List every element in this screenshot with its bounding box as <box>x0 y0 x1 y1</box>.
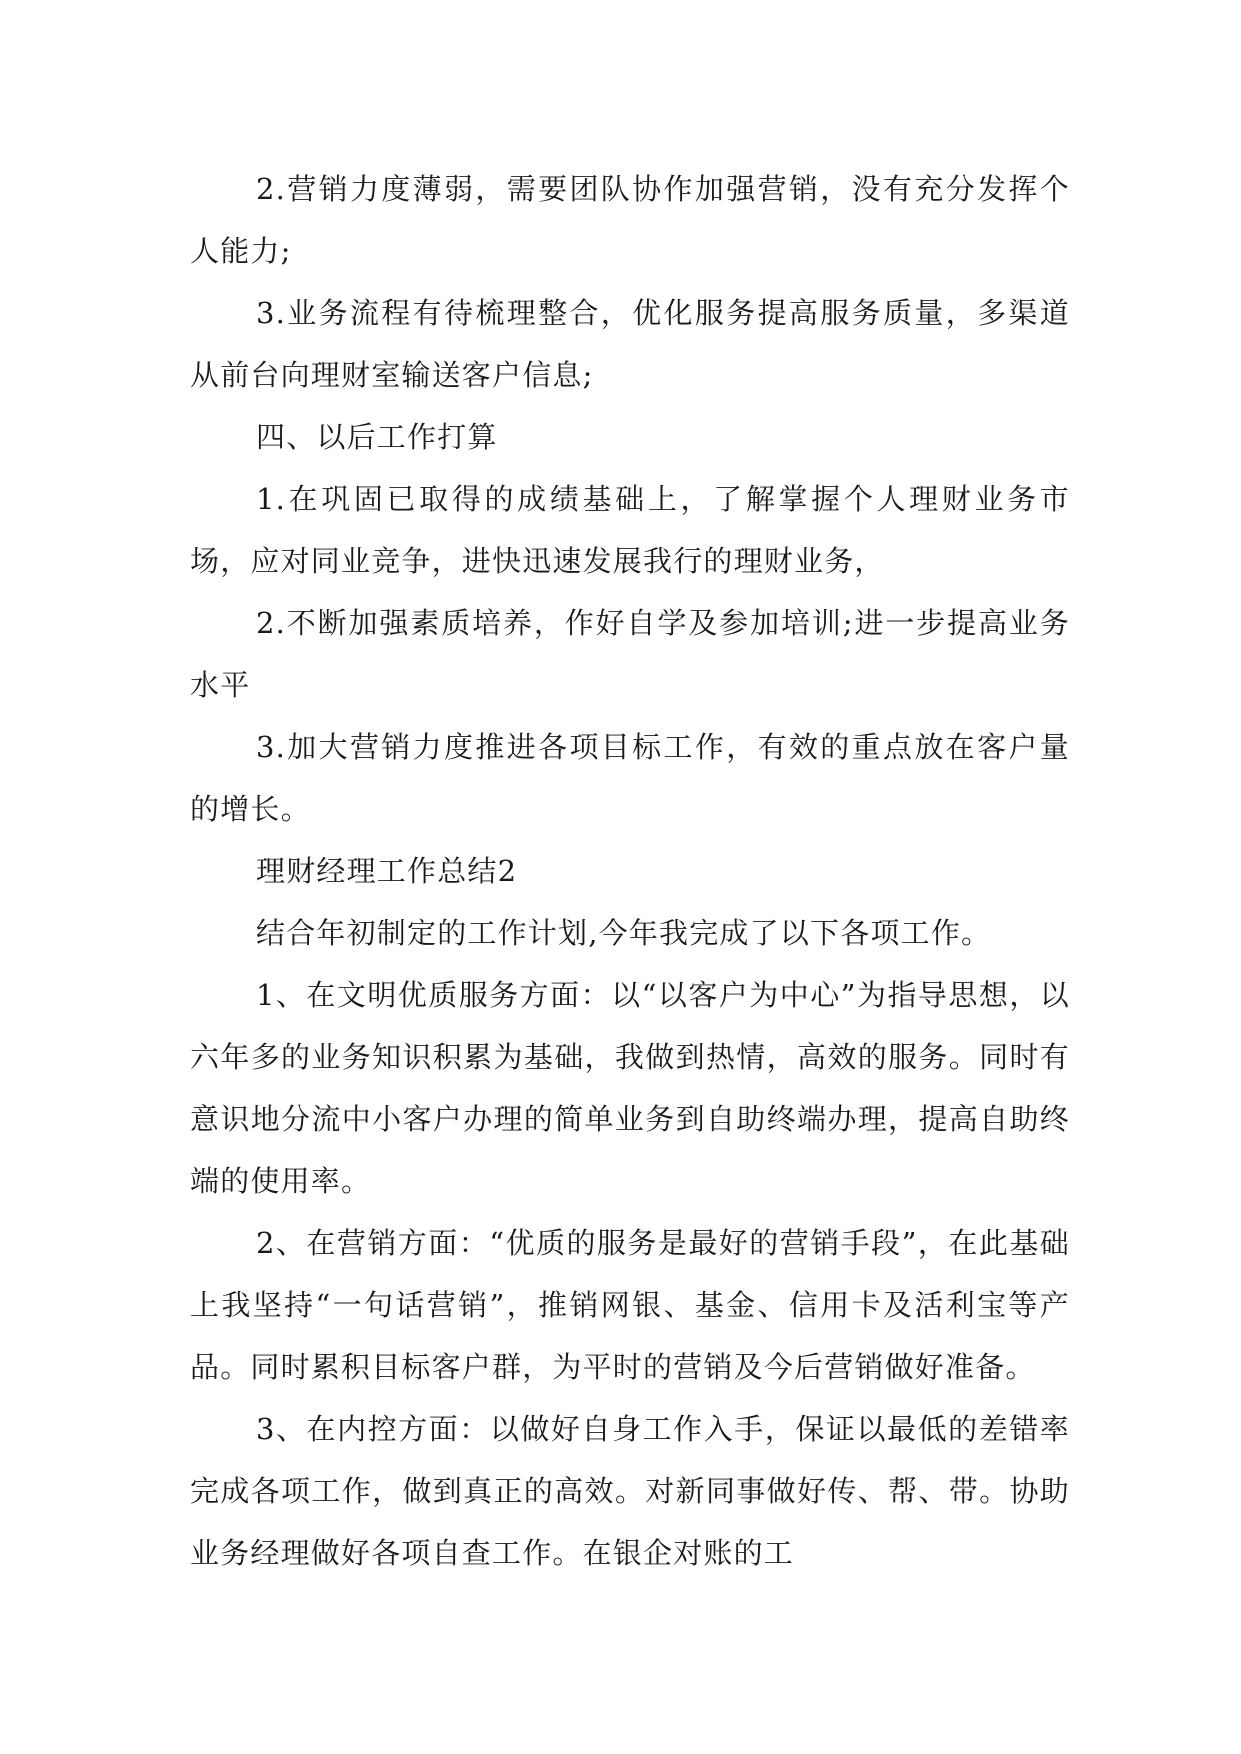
section-title-summary-2: 理财经理工作总结2 <box>256 854 518 888</box>
paragraph-process-optimization: 3.业务流程有待梳理整合，优化服务提高服务质量，多渠道从前台向理财室输送客户信息; <box>190 296 1070 392</box>
paragraph-plan-1: 1.在巩固已取得的成绩基础上，了解掌握个人理财业务市场，应对同业竞争，进快迅速发展我行的理财业务， <box>190 482 1070 578</box>
document-body <box>190 158 1070 1584</box>
paragraph-service: 1、在文明优质服务方面：以“以客户为中心”为指导思想，以六年多的业务知识积累为基础，我做到热情，高效的服务。同时有意识地分流中小客户办理的简单业务到自助终端办理，提高自助终端的使用率。 <box>190 978 1070 1198</box>
paragraph-marketing-weak: 2.营销力度薄弱，需要团队协作加强营销，没有充分发挥个人能力; <box>190 172 1070 268</box>
paragraph-internal-control: 3、在内控方面：以做好自身工作入手，保证以最低的差错率完成各项工作，做到真正的高效。对新同事做好传、帮、带。协助业务经理做好各项自查工作。在银企对账的工 <box>190 1412 1070 1570</box>
paragraph-plan-2: 2.不断加强素质培养，作好自学及参加培训;进一步提高业务水平 <box>190 606 1070 702</box>
paragraph-plan-3: 3.加大营销力度推进各项目标工作，有效的重点放在客户量的增长。 <box>190 730 1070 826</box>
paragraph-intro: 结合年初制定的工作计划,今年我完成了以下各项工作。 <box>256 916 992 950</box>
section-heading-future-plans: 四、以后工作打算 <box>256 420 498 454</box>
paragraph-marketing: 2、在营销方面：“优质的服务是最好的营销手段”，在此基础上我坚持“一句话营销”，推销网银、基金、信用卡及活利宝等产品。同时累积目标客户群，为平时的营销及今后营销做好准备。 <box>190 1226 1070 1384</box>
